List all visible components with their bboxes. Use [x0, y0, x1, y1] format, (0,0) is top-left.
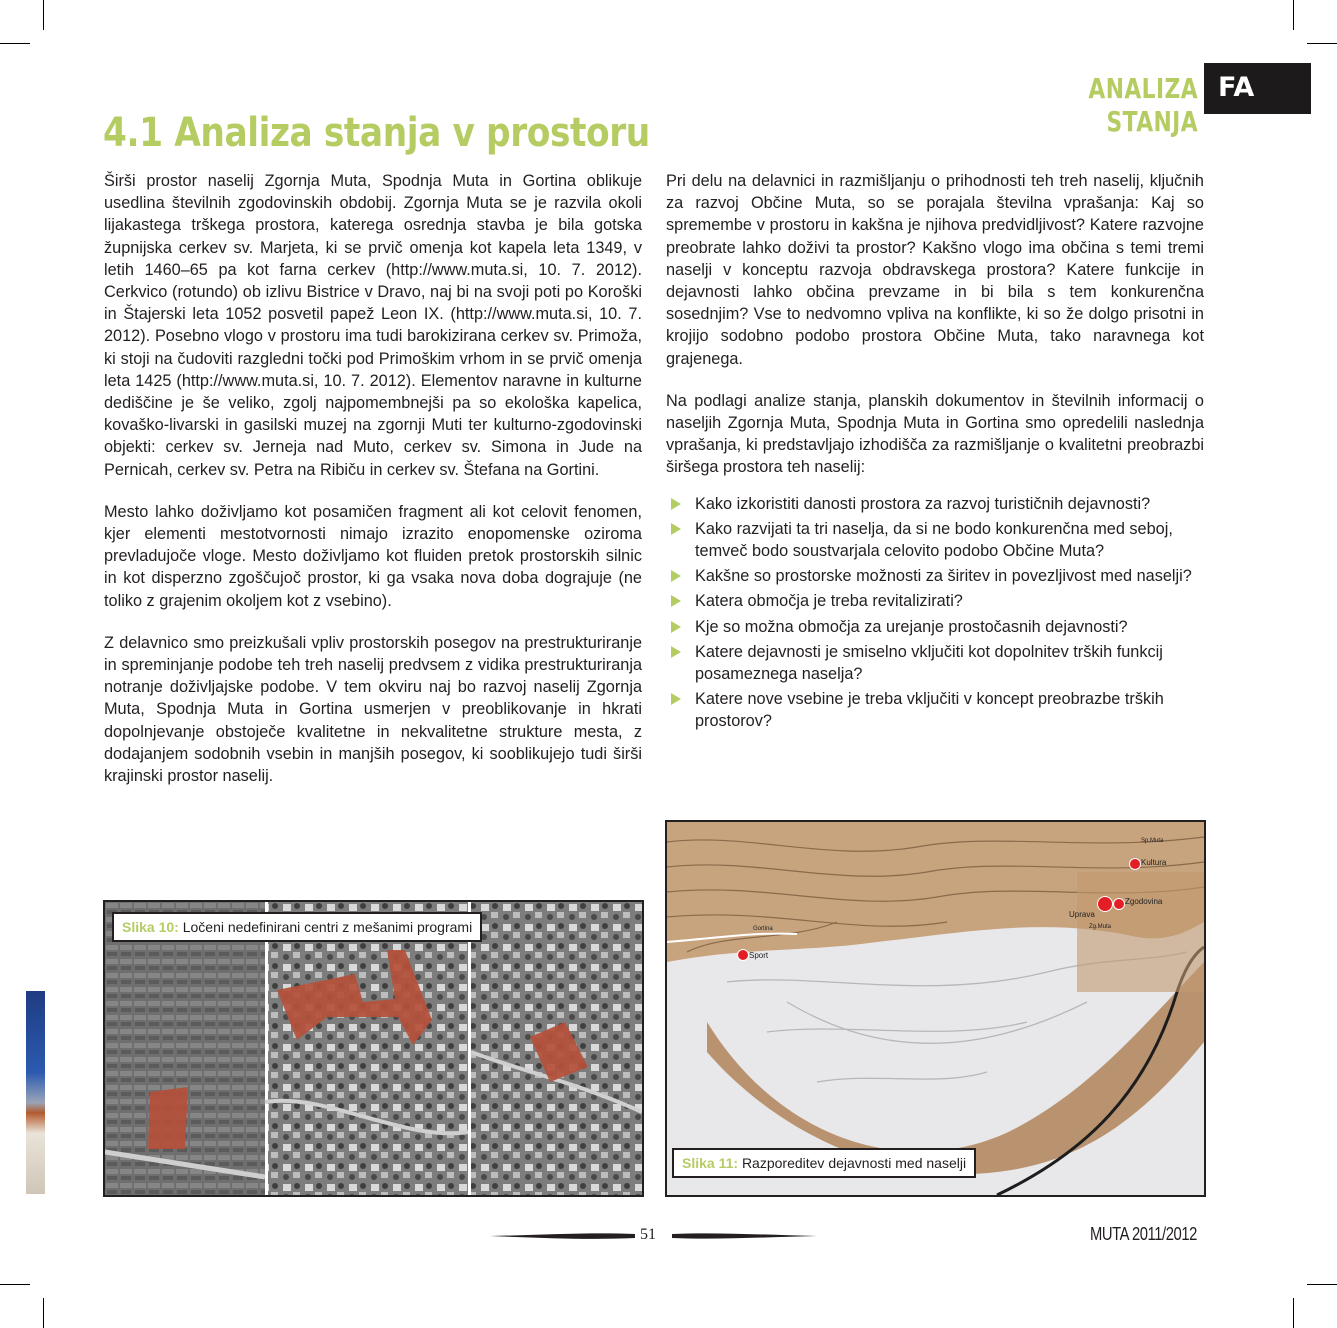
- crop-mark: [43, 1298, 44, 1328]
- list-item: [666, 565, 1204, 587]
- list-item: [666, 518, 1204, 562]
- side-photo-strip: [26, 991, 45, 1194]
- footer-ornament-left: [490, 1228, 635, 1242]
- marker-kultura-icon: [1129, 858, 1141, 870]
- paragraph: Z delavnico smo preizkušali vpliv prostorskih posegov na prestrukturiranje in spreminjanje podobe teh treh naselij predvsem z vidika prestrukturiranja notranje doživljajske podobe. V tem okviru naj bo razvoj naselij Zgornja Muta, Spodnja Muta in Gortina usmerjen v preoblikovanje in hkrati dopolnjevanje obstoječe kvalitetne in nekvalitetne strukture mesta, z dodajanjem sodobnih vsebin in manjših posegov, ki sooblikujejo tudi širši krajinski prostor naselij.: [104, 633, 642, 786]
- footer-ornament-right: [672, 1228, 817, 1242]
- crop-mark: [1293, 0, 1294, 30]
- questions-list: [666, 493, 1204, 733]
- list-item: [666, 688, 1204, 732]
- caption-text: Ločeni nedefinirani centri z mešanimi programi: [182, 919, 473, 935]
- list-item: [666, 641, 1204, 685]
- marker-sport-icon: [737, 949, 749, 961]
- list-item-text: Katere dejavnosti je smiselno vključiti kot dopolnitev trških funkcij posameznega naselja?: [695, 642, 1163, 684]
- crop-mark: [0, 1284, 30, 1285]
- paragraph: Mesto lahko doživljamo kot posamičen fragment ali kot celovit fenomen, kjer elementi mestotvornosti nimajo izrazito enopomenske oziroma prevladujoče vloge. Mesto doživljamo kot fluiden pretok prostorskih silnic in kot disperzno zgoščujoč prostor, ki ga vsaka nova doba dograjuje (ne toliko z grajenim okoljem kot z vsebino).: [104, 502, 642, 610]
- list-item-text: Kako razvijati ta tri naselja, da si ne bodo konkurenčna med seboj, temveč bodo soustvarjala celovito podobo Občine Muta?: [695, 519, 1173, 561]
- triangle-bullet-icon: [671, 693, 681, 705]
- figure-aerial-photos: [103, 900, 644, 1197]
- chapter-badge: [1204, 63, 1311, 114]
- marker-uprava-icon: [1097, 896, 1113, 912]
- map-label-sport: Sport: [749, 951, 769, 960]
- list-item: [666, 590, 1204, 612]
- aerial-photo-collage: [105, 902, 642, 1195]
- paragraph: Na podlagi analize stanja, planskih dokumentov in številnih informacij o naseljih Zgornja Muta, Spodnja Muta in Gortina smo opredelili naslednja vprašanja, ki predstavljajo izhodišča za razmišljanje o kvalitetni preobrazbi širšega prostora teh naselij:: [666, 391, 1204, 477]
- list-item-text: Katere nove vsebine je treba vključiti v koncept preobrazbe trških prostorov?: [695, 690, 1164, 731]
- page-number: 51: [640, 1226, 656, 1243]
- list-item-text: Kako izkoristiti danosti prostora za razvoj turističnih dejavnosti?: [695, 494, 1151, 513]
- map-label-kultura: Kultura: [1141, 858, 1167, 867]
- triangle-bullet-icon: [671, 498, 681, 510]
- figure-10-caption: [112, 912, 482, 942]
- left-column: [104, 170, 642, 807]
- right-column: [666, 170, 1204, 736]
- chapter-badge-text: FA: [1218, 72, 1255, 103]
- crop-mark: [43, 0, 44, 30]
- list-item: [666, 616, 1204, 638]
- figure-label: Slika 11:: [682, 1155, 739, 1171]
- figure-label: Slika 10:: [122, 919, 179, 935]
- list-item-text: Katera območja je treba revitalizirati?: [695, 592, 963, 611]
- page-title: 4.1 Analiza stanja v prostoru: [103, 110, 650, 156]
- map-label-zg-muta: Zg.Muta: [1089, 924, 1112, 930]
- list-item-text: Kakšne so prostorske možnosti za širitev in povezljivost med naselji?: [695, 567, 1192, 586]
- figure-terrain-model: [665, 820, 1206, 1197]
- crop-mark: [1307, 1284, 1337, 1285]
- map-label-sp-muta: Sp.Muta: [1141, 838, 1164, 844]
- terrain-model-drawing: [667, 822, 1204, 1195]
- triangle-bullet-icon: [671, 523, 681, 535]
- marker-zgodovina-icon: [1113, 898, 1125, 910]
- list-item: [666, 493, 1204, 515]
- crop-mark: [1293, 1298, 1294, 1328]
- map-label-uprava: Uprava: [1069, 910, 1095, 919]
- triangle-bullet-icon: [671, 570, 681, 582]
- figure-11-caption: [672, 1148, 976, 1178]
- caption-text: Razporeditev dejavnosti med naselji: [741, 1155, 967, 1171]
- map-label-zgodovina: Zgodovina: [1125, 897, 1163, 906]
- list-item-text: Kje so možna območja za urejanje prostočasnih dejavnosti?: [695, 617, 1128, 636]
- triangle-bullet-icon: [671, 621, 681, 633]
- paragraph: Pri delu na delavnici in razmišljanju o prihodnosti teh treh naselij, ključnih za razvoj Občine Muta, so se porajala številna vprašanja: Kaj so spremembe v prostoru in kakšna je njihova predvidljivost? Katere razvojne preobrate lahko doživi ta prostor? Kakšno vlogo ima občina s temi tremi naselji v konceptu razvoja obdravskega prostora? Katere funkcije in dejavnosti lahko občina prevzame in bi bila s tem konkurenčna sosednjim? Vse to nedvomno vpliva na konflikte, ki so že dolgo prisotni in krojijo sodobno podobo prostora Občine Muta, tako naravnega kot grajenega.: [666, 172, 1204, 368]
- crop-mark: [0, 43, 30, 44]
- section-label: ANALIZA STANJA: [1088, 72, 1198, 138]
- publication-name: MUTA 2011/2012: [1090, 1224, 1197, 1244]
- crop-mark: [1307, 43, 1337, 44]
- triangle-bullet-icon: [671, 646, 681, 658]
- paragraph: Širši prostor naselij Zgornja Muta, Spodnja Muta in Gortina oblikuje usedlina številnih zgodovinskih obdobij. Zgornja Muta se je razvila okoli lijakastega trškega prostora, katerega osrednja stavba je bila gotska župnijska cerkev sv. Marjeta, ki se prvič omenja kot kapela leta 1349, v letih 1460–65 pa kot farna cerkev (http://www.muta.si, 10. 7. 2012). Cerkvico (rotundo) ob izlivu Bistrice v Dravo, naj bi na svoji poti po Koroški in Štajerski leta 1052 posvetil papež Leon IX. (http://www.muta.si, 10. 7. 2012). Posebno vlogo v prostoru ima tudi barokizirana cerkev sv. Primoža, ki stoji na čudoviti razgledni točki pod Primoškim vrhom in se prvič omenja leta 1425 (http://www.muta.si, 10. 7. 2012). Elementov naravne in kulturne dediščine je še veliko, zgolj najpomembnejši pa so ekološka kapelica, kovaško-livarski in gasilski muzej na zgornji Muti ter kulturno-zgodovinski objekti: cerkev sv. Jerneja nad Muto, cerkev sv. Simona in Jude na Pernicah, cerkev sv. Petra na Ribiču in cerkev sv. Štefana na Gortini.: [104, 172, 642, 479]
- map-label-gortina: Gortina: [753, 926, 773, 932]
- triangle-bullet-icon: [671, 595, 681, 607]
